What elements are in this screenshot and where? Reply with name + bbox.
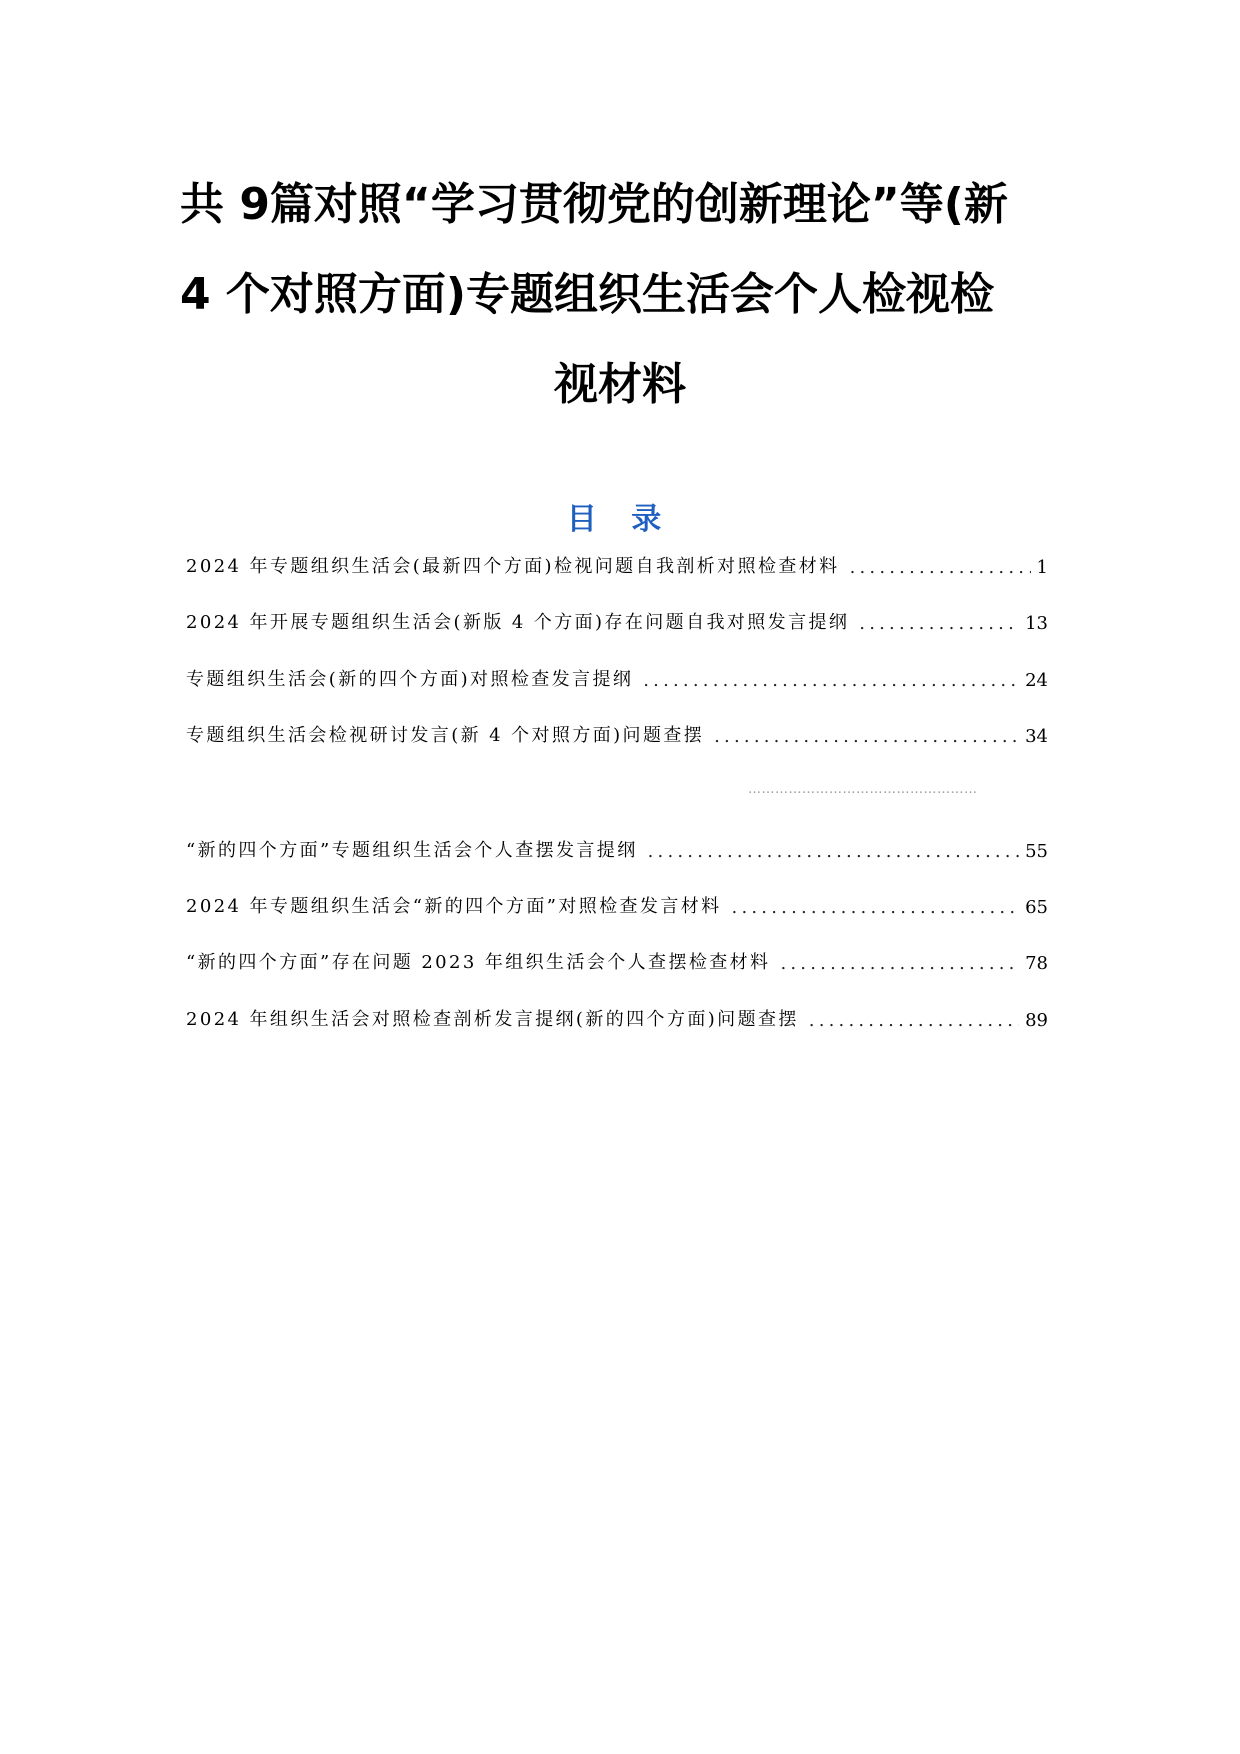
toc-leader-dots [780, 953, 1019, 974]
toc-leader-dots [714, 726, 1019, 747]
toc-entry-title: 2024 年开展专题组织生活会(新版 4 个方面)存在问题自我对照发言提纲 [186, 612, 850, 633]
toc-heading: 目 录 [566, 502, 674, 537]
toc-entry-title: 2024 年专题组织生活会“新的四个方面”对照检查发言材料 [186, 896, 722, 917]
toc-leader-dots [732, 897, 1020, 918]
section-separator: …………………………………………… [748, 782, 978, 797]
toc-entry[interactable] [186, 604, 1048, 634]
document-title-line-2: 4 个对照方面)专题组织生活会个人检视检 [180, 269, 995, 320]
toc-leader-dots [809, 1010, 1019, 1031]
toc-entry-title: “新的四个方面”专题组织生活会个人查摆发言提纲 [186, 840, 638, 861]
toc-leader-dots [648, 841, 1019, 862]
document-title-line-3: 视材料 [554, 359, 686, 410]
toc-entry-page: 65 [1025, 897, 1048, 918]
toc-entry[interactable] [186, 661, 1048, 691]
toc-leader-dots [859, 613, 1019, 634]
toc-entry[interactable] [186, 1001, 1048, 1031]
toc-entry[interactable] [186, 888, 1048, 918]
toc-entry[interactable] [186, 832, 1048, 862]
toc-entry-page: 78 [1025, 953, 1048, 974]
toc-entry-page: 13 [1025, 613, 1048, 634]
toc-leader-dots [850, 557, 1031, 578]
toc-entry-title: 专题组织生活会(新的四个方面)对照检查发言提纲 [186, 669, 634, 690]
toc-leader-dots [643, 670, 1019, 691]
toc-entry[interactable] [186, 717, 1048, 747]
toc-entry-title: “新的四个方面”存在问题 2023 年组织生活会个人查摆检查材料 [186, 952, 771, 973]
toc-entry-page: 34 [1025, 726, 1048, 747]
toc-entry-title: 2024 年专题组织生活会(最新四个方面)检视问题自我剖析对照检查材料 [186, 556, 840, 577]
toc-entry[interactable] [186, 548, 1048, 578]
toc-entry-page: 24 [1025, 670, 1048, 691]
toc-entry-title: 专题组织生活会检视研讨发言(新 4 个对照方面)问题查摆 [186, 725, 705, 746]
toc-entry-page: 89 [1025, 1010, 1048, 1031]
document-title-line-1: 共 9篇对照“学习贯彻党的创新理论”等(新 [180, 179, 1008, 230]
toc-entry[interactable] [186, 944, 1048, 974]
toc-entry-title: 2024 年组织生活会对照检查剖析发言提纲(新的四个方面)问题查摆 [186, 1009, 799, 1030]
toc-entry-page: 55 [1025, 841, 1048, 862]
toc-entry-page: 1 [1036, 557, 1048, 578]
